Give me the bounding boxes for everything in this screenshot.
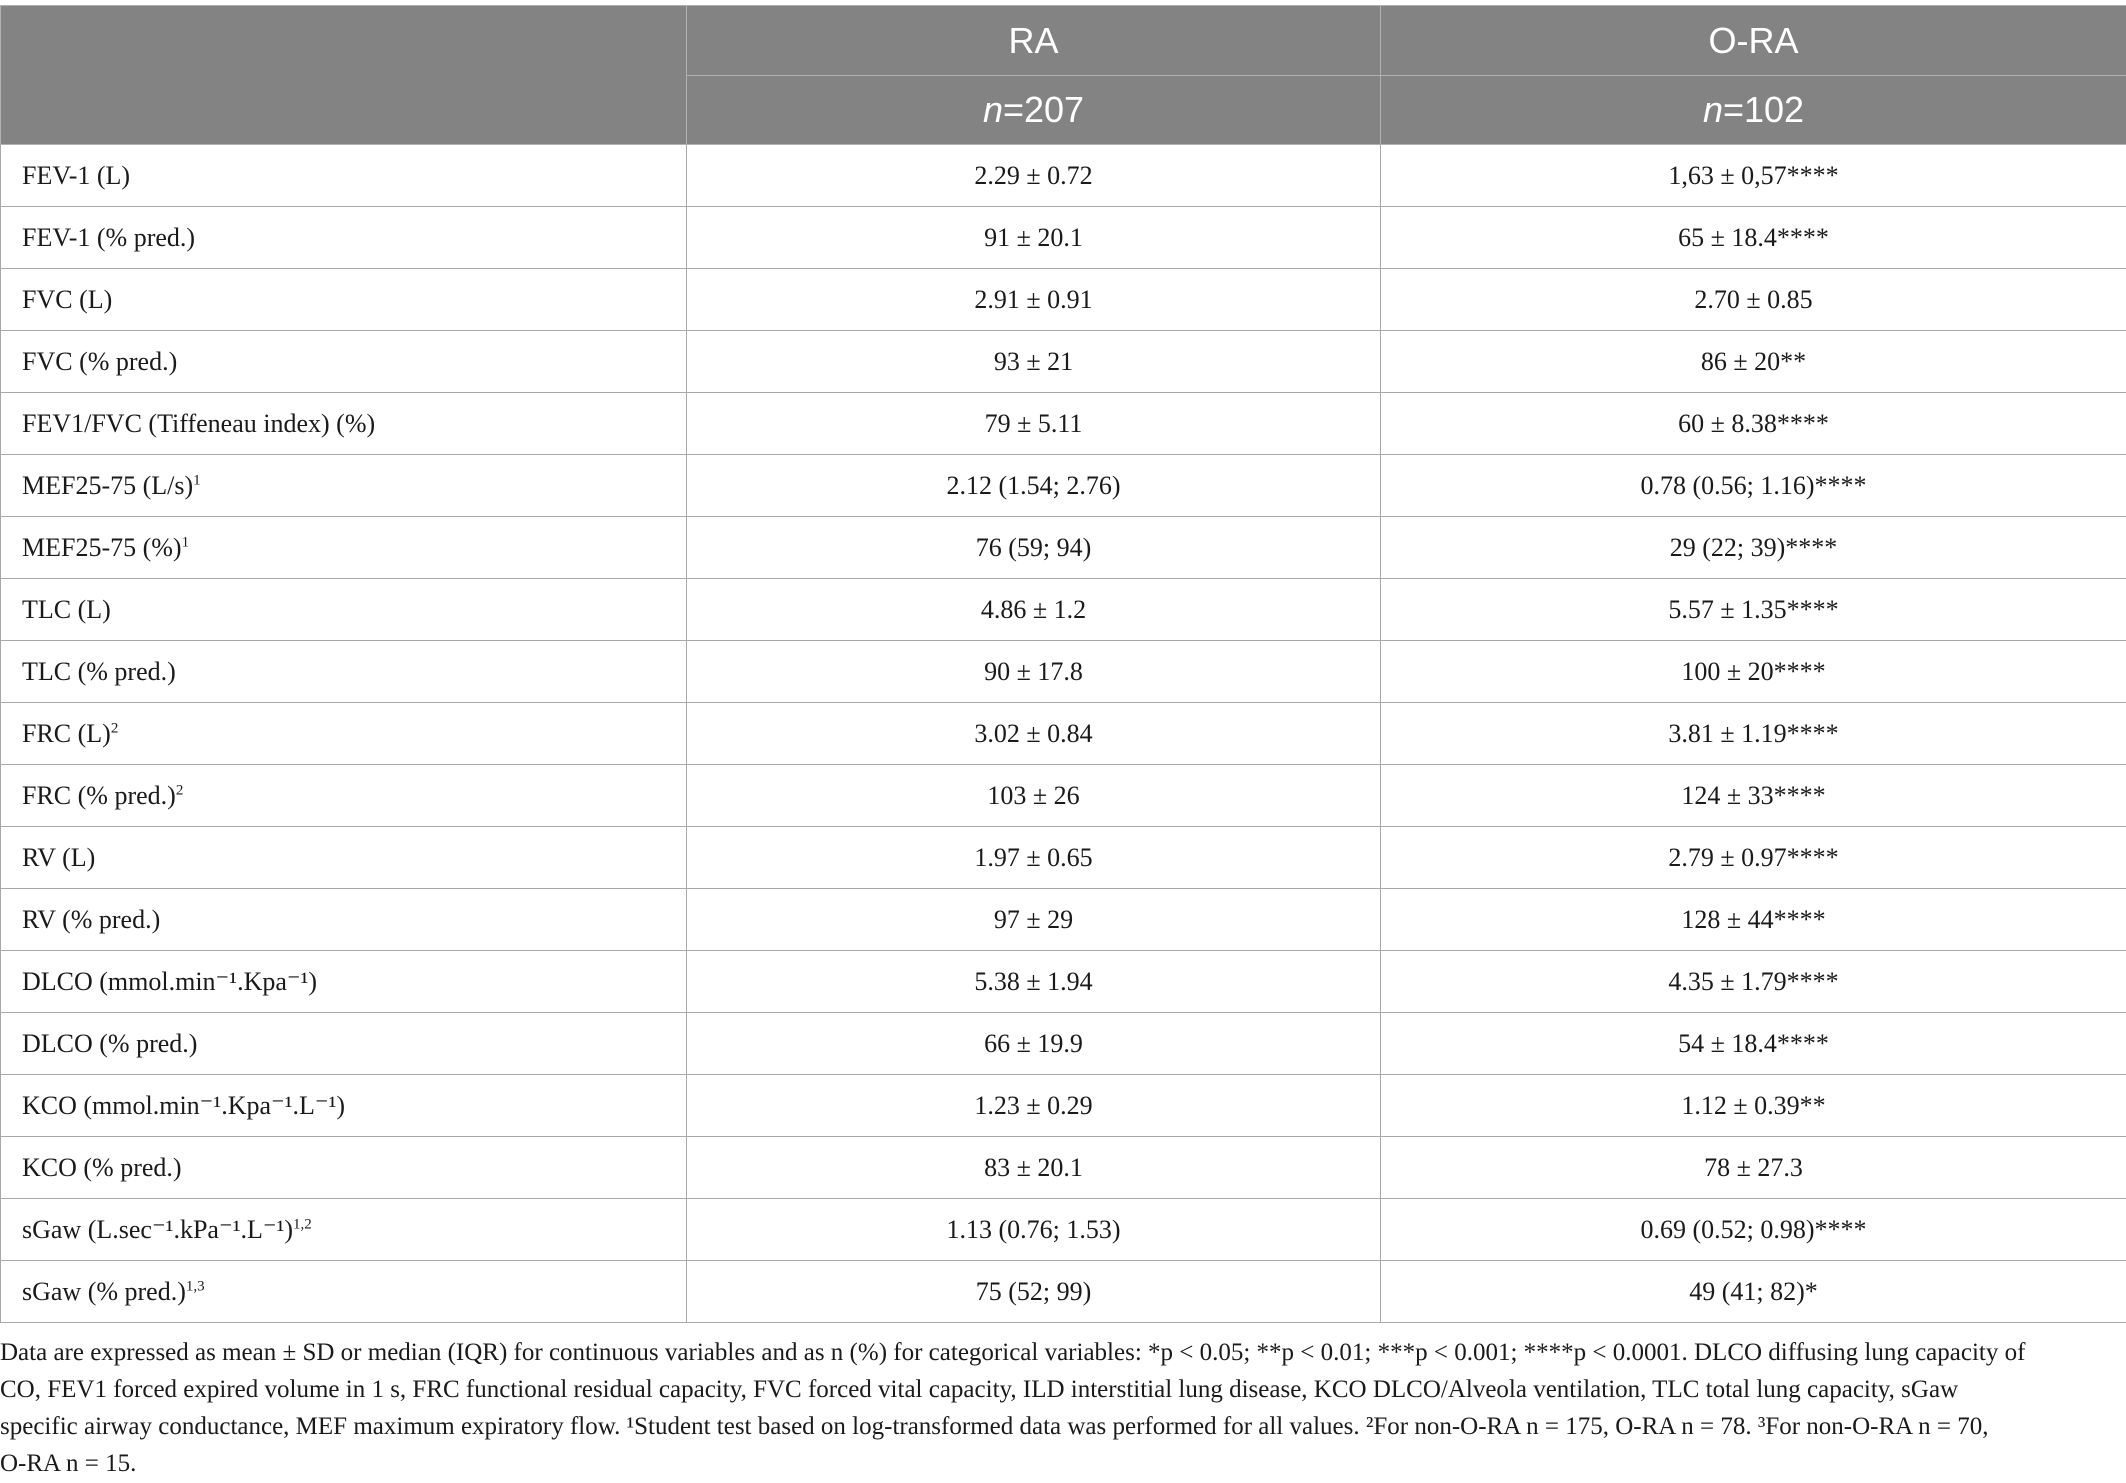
ora-value: 5.57 ± 1.35**** [1381, 579, 2126, 641]
row-label-superscript: 1,2 [293, 1215, 312, 1232]
header-row-groups [1, 6, 2126, 76]
header-ra: RA [687, 6, 1381, 76]
header-ora-count [1381, 76, 2126, 145]
row-label-text: FRC (L) [22, 718, 111, 748]
row-label-text: sGaw (L.sec⁻¹.kPa⁻¹.L⁻¹) [22, 1214, 294, 1244]
n-symbol: n [982, 89, 1003, 130]
ra-value: 97 ± 29 [687, 889, 1381, 951]
ra-value: 2.91 ± 0.91 [687, 269, 1381, 331]
ra-value: 2.12 (1.54; 2.76) [687, 455, 1381, 517]
ra-value: 76 (59; 94) [687, 517, 1381, 579]
ora-value: 1,63 ± 0,57**** [1381, 145, 2126, 207]
row-label [1, 1261, 687, 1323]
ra-value: 1.23 ± 0.29 [687, 1075, 1381, 1137]
table-row [1, 1261, 2126, 1323]
table-row [1, 207, 2126, 269]
row-label-text: MEF25-75 (%) [22, 532, 182, 562]
ora-value: 0.69 (0.52; 0.98)**** [1381, 1199, 2126, 1261]
n-symbol: n [1702, 89, 1723, 130]
table-row [1, 827, 2126, 889]
ra-value: 91 ± 20.1 [687, 207, 1381, 269]
ora-value: 1.12 ± 0.39** [1381, 1075, 2126, 1137]
table-row [1, 889, 2126, 951]
row-label [1, 1199, 687, 1261]
results-table-container [0, 5, 2126, 1323]
row-label-superscript: 2 [110, 719, 119, 736]
ra-value: 2.29 ± 0.72 [687, 145, 1381, 207]
table-row [1, 455, 2126, 517]
table-row [1, 331, 2126, 393]
table-header [1, 6, 2126, 145]
row-label [1, 765, 687, 827]
table-row [1, 1075, 2126, 1137]
pulmonary-function-table [0, 5, 2126, 1323]
row-label [1, 1075, 687, 1137]
row-label-superscript: 1 [181, 533, 190, 550]
ora-value: 2.70 ± 0.85 [1381, 269, 2126, 331]
row-label [1, 517, 687, 579]
footnote-line: Data are expressed as mean ± SD or median (IQR) for continuous variables and as n (%) for categorical variables: *p < 0.05; **p < 0.01; ***p < 0.001; ****p < 0.0001. DLCO diffusing lung capacity of [0, 1339, 2026, 1366]
row-label-text: DLCO (mmol.min⁻¹.Kpa⁻¹) [22, 966, 318, 996]
row-label-text: TLC (% pred.) [22, 656, 176, 686]
ra-value: 3.02 ± 0.84 [687, 703, 1381, 765]
row-label-text: FEV-1 (L) [22, 160, 131, 190]
header-blank-cell [1, 6, 687, 145]
row-label [1, 641, 687, 703]
row-label-superscript: 1 [193, 471, 201, 488]
ra-value: 83 ± 20.1 [687, 1137, 1381, 1199]
ora-value: 29 (22; 39)**** [1381, 517, 2126, 579]
row-label [1, 827, 687, 889]
ora-value: 3.81 ± 1.19**** [1381, 703, 2126, 765]
ora-value: 2.79 ± 0.97**** [1381, 827, 2126, 889]
table-row [1, 703, 2126, 765]
row-label-text: RV (L) [22, 842, 96, 872]
ora-value: 86 ± 20** [1381, 331, 2126, 393]
ra-count-value: =207 [1002, 89, 1085, 130]
row-label-text: DLCO (% pred.) [22, 1028, 198, 1058]
table-row [1, 1013, 2126, 1075]
row-label-text: FVC (% pred.) [22, 346, 178, 376]
row-label-text: sGaw (% pred.) [22, 1276, 186, 1306]
footnote-line: specific airway conductance, MEF maximum expiratory flow. ¹Student test based on log-transformed data was performed for all values. ²For non-O-RA n = 175, O-RA n = 78. ³For non-O-RA n = 70, [0, 1413, 1989, 1440]
table-row [1, 951, 2126, 1013]
row-label-text: FEV-1 (% pred.) [22, 222, 196, 252]
ra-value: 79 ± 5.11 [687, 393, 1381, 455]
table-footnote [0, 1334, 2100, 1482]
row-label-superscript: 2 [175, 781, 184, 798]
ora-value: 128 ± 44**** [1381, 889, 2126, 951]
ra-value: 75 (52; 99) [687, 1261, 1381, 1323]
ora-value: 0.78 (0.56; 1.16)**** [1381, 455, 2126, 517]
ora-value: 49 (41; 82)* [1381, 1261, 2126, 1323]
row-label [1, 269, 687, 331]
table-row [1, 1137, 2126, 1199]
header-ra-count [687, 76, 1381, 145]
row-label [1, 207, 687, 269]
ra-value: 103 ± 26 [687, 765, 1381, 827]
row-label-text: MEF25-75 (L/s) [22, 470, 194, 500]
ora-value: 4.35 ± 1.79**** [1381, 951, 2126, 1013]
ra-value: 93 ± 21 [687, 331, 1381, 393]
row-label-superscript: 1,3 [185, 1277, 205, 1294]
row-label [1, 951, 687, 1013]
row-label [1, 579, 687, 641]
row-label-text: RV (% pred.) [22, 904, 161, 934]
table-body [1, 145, 2126, 1323]
table-row [1, 269, 2126, 331]
ora-value: 65 ± 18.4**** [1381, 207, 2126, 269]
footnote-line: O-RA n = 15. [0, 1450, 137, 1477]
table-row [1, 579, 2126, 641]
ora-value: 78 ± 27.3 [1381, 1137, 2126, 1199]
row-label-text: FVC (L) [22, 284, 113, 314]
ra-value: 1.13 (0.76; 1.53) [687, 1199, 1381, 1261]
header-ora: O-RA [1381, 6, 2126, 76]
row-label-text: FRC (% pred.) [22, 780, 176, 810]
table-row [1, 393, 2126, 455]
ora-value: 60 ± 8.38**** [1381, 393, 2126, 455]
table-row [1, 517, 2126, 579]
ra-value: 1.97 ± 0.65 [687, 827, 1381, 889]
ora-value: 100 ± 20**** [1381, 641, 2126, 703]
row-label-text: TLC (L) [22, 594, 111, 624]
ora-value: 54 ± 18.4**** [1381, 1013, 2126, 1075]
row-label [1, 455, 687, 517]
row-label-text: KCO (mmol.min⁻¹.Kpa⁻¹.L⁻¹) [22, 1090, 346, 1120]
footnote-line: CO, FEV1 forced expired volume in 1 s, FRC functional residual capacity, FVC forced vital capacity, ILD interstitial lung disease, KCO DLCO/Alveola ventilation, TLC total lung capacity, sGaw [0, 1376, 1959, 1403]
table-row [1, 641, 2126, 703]
row-label [1, 145, 687, 207]
row-label [1, 331, 687, 393]
ra-value: 4.86 ± 1.2 [687, 579, 1381, 641]
row-label [1, 1013, 687, 1075]
row-label-text: FEV1/FVC (Tiffeneau index) (%) [22, 408, 376, 438]
row-label [1, 1137, 687, 1199]
ora-value: 124 ± 33**** [1381, 765, 2126, 827]
ra-value: 5.38 ± 1.94 [687, 951, 1381, 1013]
row-label [1, 889, 687, 951]
table-row [1, 145, 2126, 207]
ra-value: 90 ± 17.8 [687, 641, 1381, 703]
row-label [1, 703, 687, 765]
ora-count-value: =102 [1722, 89, 1805, 130]
ra-value: 66 ± 19.9 [687, 1013, 1381, 1075]
table-row [1, 765, 2126, 827]
row-label-text: KCO (% pred.) [22, 1152, 182, 1182]
table-row [1, 1199, 2126, 1261]
row-label [1, 393, 687, 455]
